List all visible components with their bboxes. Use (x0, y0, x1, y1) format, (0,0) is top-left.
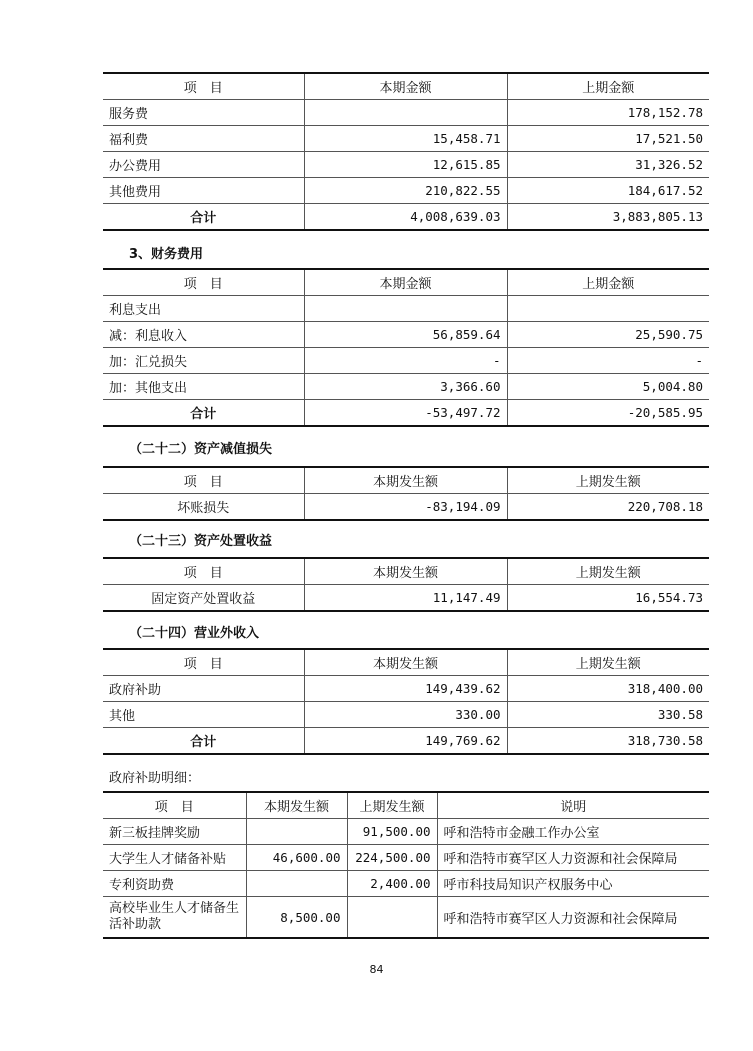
row-label: 高校毕业生人才储备生活补助款 (103, 897, 246, 939)
row-label: 福利费 (103, 126, 304, 152)
header-previous: 上期发生额 (507, 467, 709, 494)
table-header-row (103, 269, 709, 296)
header-item: 项 目 (103, 467, 304, 494)
total-current: 4,008,639.03 (304, 204, 507, 231)
header-previous: 上期金额 (507, 73, 709, 100)
table-row (103, 348, 709, 374)
header-current: 本期发生额 (304, 467, 507, 494)
table-row (103, 374, 709, 400)
row-previous: 184,617.52 (507, 178, 709, 204)
header-item: 项 目 (103, 792, 246, 819)
grant-detail-caption: 政府补助明细： (109, 771, 201, 786)
expense-table-finance (103, 268, 709, 427)
total-label: 合计 (103, 204, 304, 231)
header-current: 本期发生额 (304, 649, 507, 676)
row-label: 其他 (103, 702, 304, 728)
row-previous: 91,500.00 (347, 819, 437, 845)
row-description: 呼和浩特市金融工作办公室 (437, 819, 709, 845)
row-previous: 5,004.80 (507, 374, 709, 400)
row-label: 加：汇兑损失 (103, 348, 304, 374)
header-current: 本期金额 (304, 269, 507, 296)
row-current (246, 819, 347, 845)
row-label: 大学生人才储备补贴 (103, 845, 246, 871)
header-description: 说明 (437, 792, 709, 819)
row-label: 服务费 (103, 100, 304, 126)
header-current: 本期金额 (304, 73, 507, 100)
table-row (103, 819, 709, 845)
row-previous: 2,400.00 (347, 871, 437, 897)
table-row (103, 152, 709, 178)
table-row (103, 845, 709, 871)
row-previous: 220,708.18 (507, 494, 709, 521)
table-header-row (103, 467, 709, 494)
section-title-disposal: （二十三）资产处置收益 (129, 534, 273, 549)
row-previous: 224,500.00 (347, 845, 437, 871)
table-row (103, 296, 709, 322)
total-row (103, 728, 709, 755)
table-row (103, 178, 709, 204)
table-row (103, 585, 709, 612)
row-current: 46,600.00 (246, 845, 347, 871)
row-previous: 178,152.78 (507, 100, 709, 126)
table-row (103, 702, 709, 728)
total-previous: -20,585.95 (507, 400, 709, 427)
row-label: 其他费用 (103, 178, 304, 204)
row-previous: 318,400.00 (507, 676, 709, 702)
row-description: 呼和浩特市赛罕区人力资源和社会保障局 (437, 845, 709, 871)
header-current: 本期发生额 (304, 558, 507, 585)
total-label: 合计 (103, 728, 304, 755)
row-current: 15,458.71 (304, 126, 507, 152)
row-label: 办公费用 (103, 152, 304, 178)
table-row (103, 126, 709, 152)
header-item: 项 目 (103, 558, 304, 585)
row-current: -83,194.09 (304, 494, 507, 521)
header-item: 项 目 (103, 73, 304, 100)
header-current: 本期发生额 (246, 792, 347, 819)
row-previous (507, 296, 709, 322)
row-label: 加：其他支出 (103, 374, 304, 400)
government-grant-table (103, 791, 709, 939)
table-row (103, 897, 709, 939)
row-current: 330.00 (304, 702, 507, 728)
header-previous: 上期金额 (507, 269, 709, 296)
row-label: 固定资产处置收益 (103, 585, 304, 612)
row-current (304, 296, 507, 322)
table-row (103, 322, 709, 348)
row-previous: 330.58 (507, 702, 709, 728)
row-previous: 31,326.52 (507, 152, 709, 178)
table-header-row (103, 792, 709, 819)
row-description: 呼市科技局知识产权服务中心 (437, 871, 709, 897)
header-previous: 上期发生额 (507, 649, 709, 676)
section-title-impairment: （二十二）资产减值损失 (129, 442, 273, 457)
table-row (103, 676, 709, 702)
header-item: 项 目 (103, 269, 304, 296)
total-current: 149,769.62 (304, 728, 507, 755)
total-row (103, 204, 709, 231)
row-description: 呼和浩特市赛罕区人力资源和社会保障局 (437, 897, 709, 939)
total-previous: 318,730.58 (507, 728, 709, 755)
table-row (103, 871, 709, 897)
table-header-row (103, 649, 709, 676)
row-current: - (304, 348, 507, 374)
total-current: -53,497.72 (304, 400, 507, 427)
disposal-table (103, 557, 709, 612)
row-previous: 25,590.75 (507, 322, 709, 348)
row-label: 新三板挂牌奖励 (103, 819, 246, 845)
non-operating-income-table (103, 648, 709, 755)
total-previous: 3,883,805.13 (507, 204, 709, 231)
row-label: 利息支出 (103, 296, 304, 322)
table-row (103, 494, 709, 521)
header-previous: 上期发生额 (507, 558, 709, 585)
row-current (246, 871, 347, 897)
row-current: 56,859.64 (304, 322, 507, 348)
row-previous (347, 897, 437, 939)
row-current: 11,147.49 (304, 585, 507, 612)
total-row (103, 400, 709, 427)
row-current: 3,366.60 (304, 374, 507, 400)
row-current: 210,822.55 (304, 178, 507, 204)
row-previous: - (507, 348, 709, 374)
row-label: 坏账损失 (103, 494, 304, 521)
row-current: 12,615.85 (304, 152, 507, 178)
row-previous: 17,521.50 (507, 126, 709, 152)
impairment-table (103, 466, 709, 521)
header-previous: 上期发生额 (347, 792, 437, 819)
row-previous: 16,554.73 (507, 585, 709, 612)
page-number: 84 (369, 963, 384, 976)
section-title-finance-expense: 3、财务费用 (129, 247, 204, 262)
total-label: 合计 (103, 400, 304, 427)
row-label: 政府补助 (103, 676, 304, 702)
row-current: 8,500.00 (246, 897, 347, 939)
expense-table-admin (103, 72, 709, 231)
table-header-row (103, 73, 709, 100)
section-title-non-operating: （二十四）营业外收入 (129, 626, 260, 641)
row-label: 专利资助费 (103, 871, 246, 897)
header-item: 项 目 (103, 649, 304, 676)
table-row (103, 100, 709, 126)
table-header-row (103, 558, 709, 585)
row-current (304, 100, 507, 126)
row-label: 减：利息收入 (103, 322, 304, 348)
row-current: 149,439.62 (304, 676, 507, 702)
